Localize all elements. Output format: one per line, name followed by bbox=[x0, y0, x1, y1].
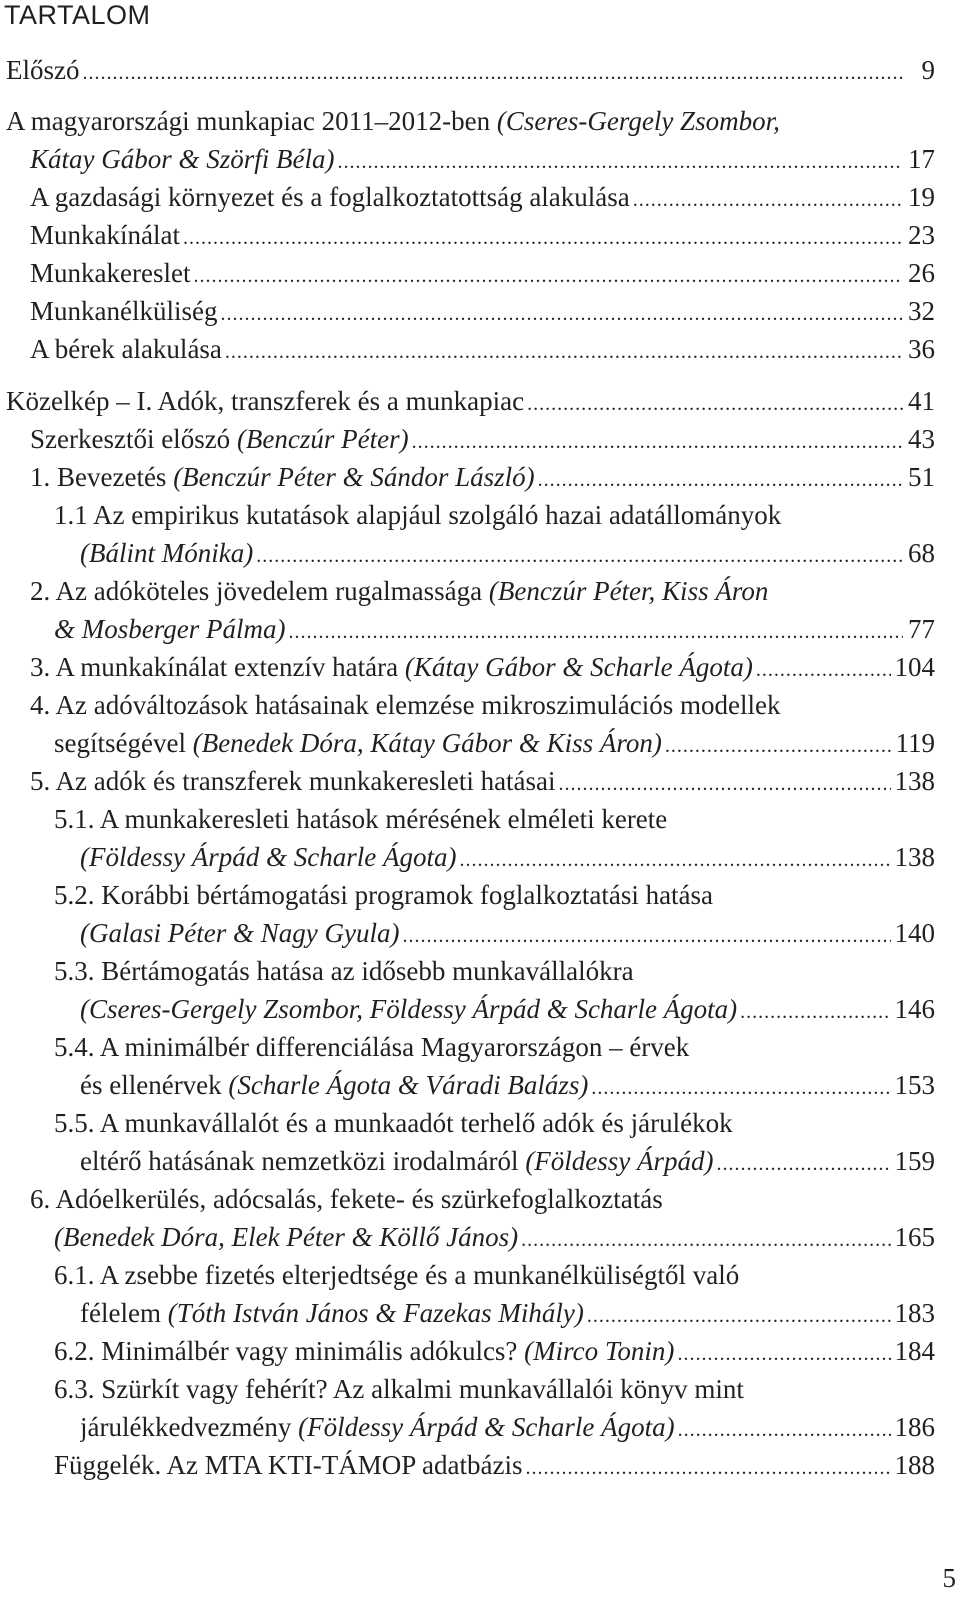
toc-entry bbox=[54, 801, 935, 837]
toc-entry bbox=[54, 611, 935, 647]
dot-leader bbox=[717, 1146, 891, 1179]
toc-entry bbox=[54, 1447, 935, 1483]
toc-entry-authors: (Földessy Árpád & Scharle Ágota) bbox=[298, 1412, 675, 1442]
toc-entry bbox=[30, 763, 935, 799]
toc-entry bbox=[80, 1067, 935, 1103]
toc-entry-authors: (Tóth István János & Fazekas Mihály) bbox=[167, 1298, 584, 1328]
toc-entry bbox=[30, 421, 935, 457]
toc-entry-title: 6. Adóelkerülés, adócsalás, fekete- és szürkefoglalkoztatás bbox=[30, 1184, 663, 1214]
toc-entry-page: 153 bbox=[894, 1070, 935, 1100]
dot-leader bbox=[527, 386, 903, 419]
toc-entry bbox=[30, 687, 935, 723]
dot-leader bbox=[678, 1412, 891, 1445]
toc-entry-page: 26 bbox=[908, 258, 935, 288]
toc-entry-authors: (Benczúr Péter, Kiss Áron bbox=[488, 576, 769, 606]
toc-entry bbox=[54, 1333, 935, 1369]
page-number: 5 bbox=[942, 1563, 956, 1593]
toc-entry bbox=[54, 1257, 935, 1293]
toc-entry-title: Szerkesztői előszó bbox=[30, 424, 237, 454]
dot-leader bbox=[526, 1450, 891, 1483]
toc-entry-page: 32 bbox=[908, 296, 935, 326]
toc-entry-title: Munkakínálat bbox=[30, 220, 180, 250]
toc-entry bbox=[30, 255, 935, 291]
toc-entry bbox=[30, 141, 935, 177]
toc-entry bbox=[80, 1143, 935, 1179]
dot-leader bbox=[756, 652, 891, 685]
toc-entry-page: 23 bbox=[908, 220, 935, 250]
dot-leader bbox=[338, 144, 904, 177]
toc-entry-title: Függelék. Az MTA KTI-TÁMOP adatbázis bbox=[54, 1450, 523, 1480]
toc-entry-page: 183 bbox=[894, 1298, 935, 1328]
toc-entry-page: 51 bbox=[908, 462, 935, 492]
toc-entry-title: A magyarországi munkapiac 2011–2012-ben bbox=[6, 106, 497, 136]
toc-entry-authors: (Benedek Dóra, Kátay Gábor & Kiss Áron) bbox=[192, 728, 662, 758]
toc-entry-authors: (Benedek Dóra, Elek Péter & Köllő János) bbox=[54, 1222, 519, 1252]
toc-entry-title: A bérek alakulása bbox=[30, 334, 222, 364]
dot-leader bbox=[402, 918, 890, 951]
toc-entry-authors: (Galasi Péter & Nagy Gyula) bbox=[80, 918, 400, 948]
toc-entry-page: 140 bbox=[894, 918, 935, 948]
toc-entry-title: 6.1. A zsebbe fizetés elterjedtsége és a munkanélküliségtől való bbox=[54, 1260, 740, 1290]
toc-entry-page: 119 bbox=[895, 728, 935, 758]
toc-entry-authors: & Mosberger Pálma) bbox=[54, 614, 286, 644]
toc-entry-title: 5.4. A minimálbér differenciálása Magyarországon – érvek bbox=[54, 1032, 690, 1062]
toc-entry bbox=[80, 535, 935, 571]
dot-leader bbox=[559, 766, 891, 799]
dot-leader bbox=[459, 842, 890, 875]
toc-entry-page: 138 bbox=[894, 842, 935, 872]
toc-entry bbox=[6, 103, 935, 139]
toc-entry bbox=[6, 383, 935, 419]
toc-entry-authors: (Benczúr Péter & Sándor László) bbox=[173, 462, 535, 492]
toc-entry-page: 19 bbox=[908, 182, 935, 212]
toc-entry bbox=[54, 725, 935, 761]
toc-entry bbox=[6, 52, 935, 88]
toc-entry-title: 5.3. Bértámogatás hatása az idősebb munkavállalókra bbox=[54, 956, 634, 986]
toc-entry bbox=[30, 459, 935, 495]
dot-leader bbox=[83, 55, 904, 88]
toc-entry-page: 159 bbox=[894, 1146, 935, 1176]
toc-entry-title: 5. Az adók és transzferek munkakeresleti hatásai bbox=[30, 766, 556, 796]
toc-entry-page: 43 bbox=[908, 424, 935, 454]
toc-entry-title: Előszó bbox=[6, 55, 80, 85]
toc-entry bbox=[30, 179, 935, 215]
dot-leader bbox=[538, 462, 903, 495]
toc-entry-page: 17 bbox=[908, 144, 935, 174]
toc-entry-page: 41 bbox=[908, 386, 935, 416]
toc-entry bbox=[54, 1219, 935, 1255]
toc-entry-authors: (Bálint Mónika) bbox=[80, 538, 254, 568]
toc-entry bbox=[80, 1409, 935, 1445]
toc-entry-page: 36 bbox=[908, 334, 935, 364]
toc-entry bbox=[30, 649, 935, 685]
toc-entry bbox=[54, 1105, 935, 1141]
toc-entry-page: 9 bbox=[921, 55, 935, 85]
toc-entry-page: 138 bbox=[894, 766, 935, 796]
toc-entry-page: 68 bbox=[908, 538, 935, 568]
dot-leader bbox=[193, 258, 903, 291]
toc-entry-title: 6.3. Szürkít vagy fehérít? Az alkalmi munkavállalói könyv mint bbox=[54, 1374, 744, 1404]
toc-entry-title: 5.2. Korábbi bértámogatási programok foglalkoztatási hatása bbox=[54, 880, 714, 910]
toc-entry bbox=[54, 877, 935, 913]
toc-entry-page: 77 bbox=[908, 614, 935, 644]
dot-leader bbox=[591, 1070, 890, 1103]
toc-entry bbox=[54, 497, 935, 533]
toc-entry bbox=[30, 573, 935, 609]
toc-entry-title: 1. Bevezetés bbox=[30, 462, 174, 492]
toc-entry-title: segítségével bbox=[54, 728, 193, 758]
toc-entry-title: 6.2. Minimálbér vagy minimális adókulcs? bbox=[54, 1336, 525, 1366]
dot-leader bbox=[740, 994, 890, 1027]
toc-entry-title: 5.5. A munkavállalót és a munkaadót terhelő adók és járulékok bbox=[54, 1108, 733, 1138]
toc-entry-page: 146 bbox=[894, 994, 935, 1024]
toc-entry-page: 188 bbox=[894, 1450, 935, 1480]
toc-entry-page: 184 bbox=[894, 1336, 935, 1366]
toc-entry-authors: (Mirco Tonin) bbox=[524, 1336, 675, 1366]
toc-entry-authors: (Cseres-Gergely Zsombor, bbox=[496, 106, 780, 136]
toc-entry bbox=[54, 1371, 935, 1407]
toc-entry-authors: (Földessy Árpád & Scharle Ágota) bbox=[80, 842, 457, 872]
dot-leader bbox=[587, 1298, 891, 1331]
toc-entry bbox=[80, 839, 935, 875]
dot-leader bbox=[220, 296, 903, 329]
toc-entry-authors: (Scharle Ágota & Váradi Balázs) bbox=[228, 1070, 589, 1100]
toc-entry-authors: Kátay Gábor & Szörfi Béla) bbox=[30, 144, 335, 174]
toc-entry-title: 1.1 Az empirikus kutatások alapjául szolgáló hazai adatállományok bbox=[54, 500, 782, 530]
dot-leader bbox=[288, 614, 903, 647]
toc-entry bbox=[80, 1295, 935, 1331]
toc-heading: TARTALOM bbox=[4, 0, 151, 30]
toc-entry-title: A gazdasági környezet és a foglalkoztatottság alakulása bbox=[30, 182, 630, 212]
toc-entry-title: járulékkedvezmény bbox=[80, 1412, 299, 1442]
toc-entry bbox=[30, 331, 935, 367]
toc-entry bbox=[80, 915, 935, 951]
toc-entry-title: és ellenérvek bbox=[80, 1070, 229, 1100]
dot-leader bbox=[665, 728, 892, 761]
toc-entry-page: 186 bbox=[894, 1412, 935, 1442]
toc-entry-title: 2. Az adóköteles jövedelem rugalmassága bbox=[30, 576, 489, 606]
toc-entry bbox=[54, 1029, 935, 1065]
toc-entry bbox=[30, 1181, 935, 1217]
dot-leader bbox=[633, 182, 903, 215]
toc-entry-authors: (Kátay Gábor & Scharle Ágota) bbox=[404, 652, 753, 682]
toc-entry-title: Munkanélküliség bbox=[30, 296, 218, 326]
toc-entry bbox=[30, 217, 935, 253]
dot-leader bbox=[183, 220, 903, 253]
toc-entry-page: 165 bbox=[894, 1222, 935, 1252]
toc-entry-title: félelem bbox=[80, 1298, 168, 1328]
toc-entry-title: 5.1. A munkakeresleti hatások mérésének elméleti kerete bbox=[54, 804, 668, 834]
toc-entry-title: Munkakereslet bbox=[30, 258, 191, 288]
toc-entry-authors: (Benczúr Péter) bbox=[236, 424, 409, 454]
toc-entry-title: Közelkép – I. Adók, transzferek és a munkapiac bbox=[6, 386, 525, 416]
toc-entry bbox=[54, 953, 935, 989]
dot-leader bbox=[256, 538, 903, 571]
dot-leader bbox=[677, 1336, 890, 1369]
toc-entry bbox=[30, 293, 935, 329]
toc-entry-page: 104 bbox=[894, 652, 935, 682]
dot-leader bbox=[521, 1222, 890, 1255]
toc-entry-authors: (Cseres-Gergely Zsombor, Földessy Árpád & Scharle Ágota) bbox=[80, 994, 738, 1024]
toc-entry-title: 3. A munkakínálat extenzív határa bbox=[30, 652, 405, 682]
toc-entry bbox=[80, 991, 935, 1027]
toc-entry-authors: (Földessy Árpád) bbox=[525, 1146, 714, 1176]
toc-entry-title: 4. Az adóváltozások hatásainak elemzése mikroszimulációs modellek bbox=[30, 690, 781, 720]
dot-leader bbox=[412, 424, 903, 457]
dot-leader bbox=[225, 334, 903, 367]
toc-entry-title: eltérő hatásának nemzetközi irodalmáról bbox=[80, 1146, 526, 1176]
